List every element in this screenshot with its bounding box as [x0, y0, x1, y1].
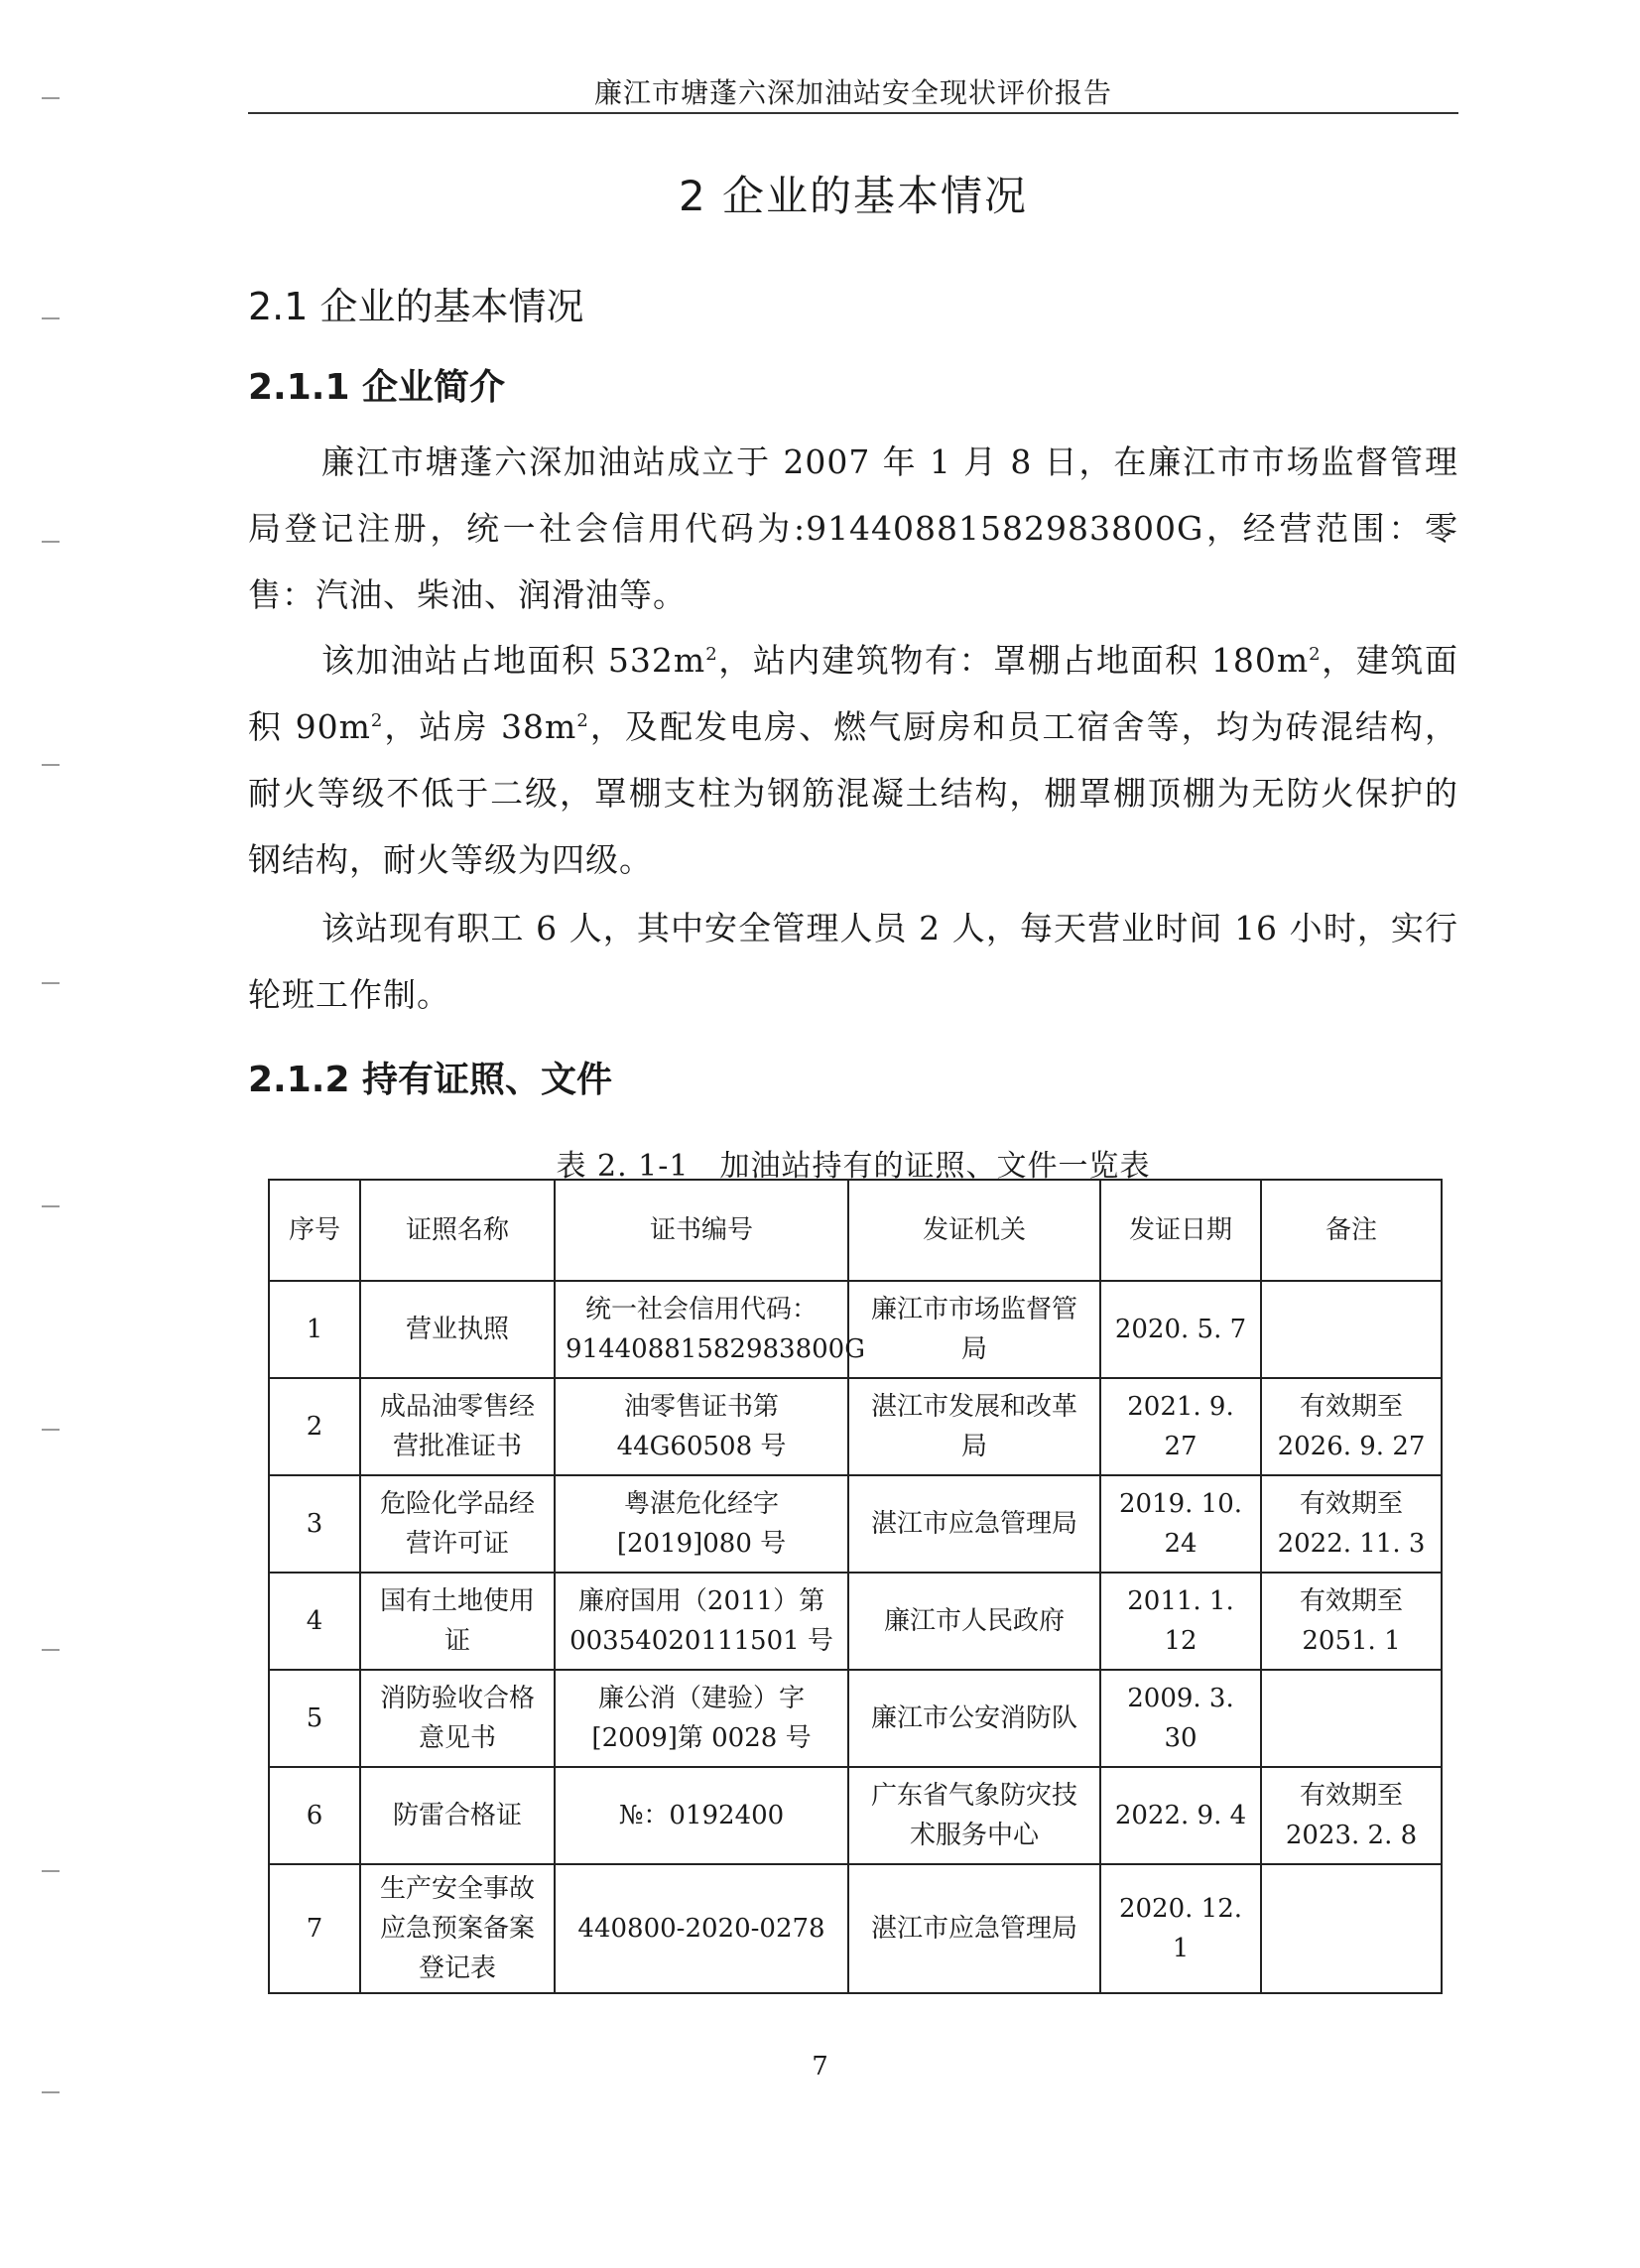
table-row	[269, 1281, 1442, 1378]
binding-mark	[42, 1429, 60, 1431]
table-cell	[1261, 1864, 1442, 1993]
binding-mark	[42, 764, 60, 766]
table-cell: 廉府国用（2011）第 00354020111501 号	[555, 1573, 848, 1670]
table-cell: 统一社会信用代码：91440881582983800G	[555, 1281, 848, 1378]
table-cell: 2019. 10. 24	[1100, 1475, 1261, 1573]
certificates-table	[268, 1179, 1443, 1994]
table-cell: 有效期至 2051. 1	[1261, 1573, 1442, 1670]
table-cell: 国有土地使用证	[360, 1573, 555, 1670]
table-cell	[1261, 1281, 1442, 1378]
section-heading: 2.1 企业的基本情况	[248, 285, 584, 328]
table-cell: 廉公消（建验）字 [2009]第 0028 号	[555, 1670, 848, 1767]
table-cell: 2011. 1. 12	[1100, 1573, 1261, 1670]
table-cell: 危险化学品经营许可证	[360, 1475, 555, 1573]
table-cell: 有效期至 2023. 2. 8	[1261, 1767, 1442, 1864]
table-cell: 粤湛危化经字 [2019]080 号	[555, 1475, 848, 1573]
paragraph-area: 该加油站占地面积 $532m^2$，站内建筑物有：罩棚占地面积 $180m^2$，建筑面积 $90m^2$，站房 $38m^2$，及配发电房、燃气厨房和员工宿舍等，均为砖混结构，耐火等级不低于二级，罩棚支柱为钢筋混凝土结构，棚罩棚顶棚为无防火保护的钢结构，耐火等级为四级。	[248, 641, 1458, 879]
table-cell: 有效期至 2026. 9. 27	[1261, 1378, 1442, 1475]
table-header-row	[269, 1180, 1442, 1281]
table-cell: 4	[269, 1573, 360, 1670]
table-cell: 2022. 9. 4	[1100, 1767, 1261, 1864]
table-cell: №：0192400	[555, 1767, 848, 1864]
table-cell: 生产安全事故应急预案备案登记表	[360, 1864, 555, 1993]
binding-mark	[42, 1649, 60, 1651]
table-cell: 2020. 5. 7	[1100, 1281, 1261, 1378]
table-row	[269, 1670, 1442, 1767]
binding-mark	[42, 1205, 60, 1207]
table-cell: 成品油零售经营批准证书	[360, 1378, 555, 1475]
table-row	[269, 1864, 1442, 1993]
table-cell	[1261, 1670, 1442, 1767]
page-number: 7	[812, 2052, 828, 2081]
table-cell: 2021. 9. 27	[1100, 1378, 1261, 1475]
table-row	[269, 1475, 1442, 1573]
table-caption: 表 2. 1-1 加油站持有的证照、文件一览表	[556, 1149, 1151, 1184]
chapter-title: 2 企业的基本情况	[678, 172, 1029, 220]
table-cell: 廉江市人民政府	[848, 1573, 1100, 1670]
column-header: 备注	[1261, 1180, 1442, 1281]
table-cell: 消防验收合格意见书	[360, 1670, 555, 1767]
header-rule	[248, 112, 1458, 114]
table-cell: 2020. 12. 1	[1100, 1864, 1261, 1993]
binding-mark	[42, 2091, 60, 2093]
table-cell: 廉江市公安消防队	[848, 1670, 1100, 1767]
binding-mark	[42, 97, 60, 99]
table-row	[269, 1767, 1442, 1864]
table-cell: 湛江市发展和改革局	[848, 1378, 1100, 1475]
table-cell: 7	[269, 1864, 360, 1993]
table-cell: 湛江市应急管理局	[848, 1475, 1100, 1573]
table-cell: 2009. 3. 30	[1100, 1670, 1261, 1767]
table-cell: 5	[269, 1670, 360, 1767]
table-cell: 1	[269, 1281, 360, 1378]
table-row	[269, 1378, 1442, 1475]
table-cell: 440800-2020-0278	[555, 1864, 848, 1993]
paragraph-intro: 廉江市塘蓬六深加油站成立于 2007 年 1 月 8 日，在廉江市市场监督管理局登记注册，统一社会信用代码为:91440881582983800G，经营范围：零售：汽油、柴油、润滑油等。	[248, 442, 1458, 614]
running-header: 廉江市塘蓬六深加油站安全现状评价报告	[593, 76, 1112, 109]
binding-mark	[42, 317, 60, 319]
column-header: 发证机关	[848, 1180, 1100, 1281]
subsection-heading-certificates: 2.1.2 持有证照、文件	[248, 1060, 613, 1100]
table-cell: 有效期至 2022. 11. 3	[1261, 1475, 1442, 1573]
column-header: 序号	[269, 1180, 360, 1281]
table-cell: 广东省气象防灾技术服务中心	[848, 1767, 1100, 1864]
column-header: 证照名称	[360, 1180, 555, 1281]
binding-mark	[42, 541, 60, 543]
subsection-heading-intro: 2.1.1 企业简介	[248, 367, 506, 408]
table-cell: 湛江市应急管理局	[848, 1864, 1100, 1993]
table-row	[269, 1573, 1442, 1670]
table-cell: 油零售证书第 44G60508 号	[555, 1378, 848, 1475]
table-cell: 廉江市市场监督管局	[848, 1281, 1100, 1378]
paragraph-staff: 该站现有职工 6 人，其中安全管理人员 2 人，每天营业时间 16 小时，实行轮班工作制。	[248, 909, 1458, 1014]
table-cell: 营业执照	[360, 1281, 555, 1378]
table-cell: 防雷合格证	[360, 1767, 555, 1864]
table-cell: 6	[269, 1767, 360, 1864]
table-cell: 3	[269, 1475, 360, 1573]
column-header: 发证日期	[1100, 1180, 1261, 1281]
binding-mark	[42, 982, 60, 984]
binding-mark	[42, 1870, 60, 1872]
table-cell: 2	[269, 1378, 360, 1475]
column-header: 证书编号	[555, 1180, 848, 1281]
